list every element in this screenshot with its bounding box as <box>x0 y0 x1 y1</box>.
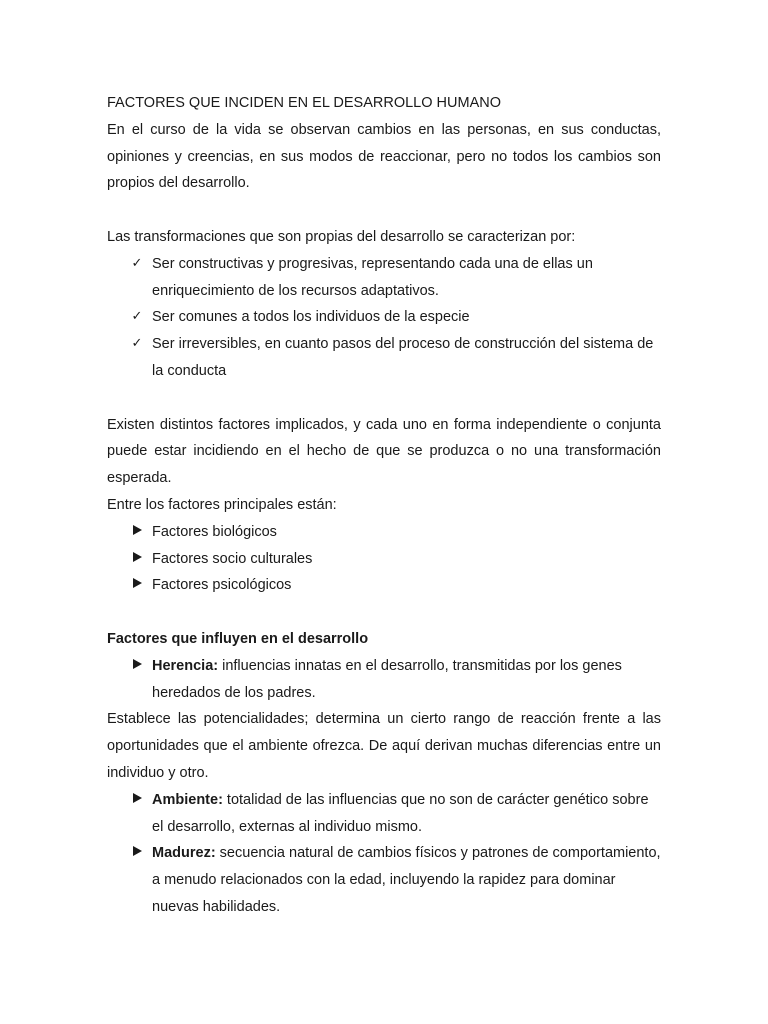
arrow-bullet-icon <box>129 572 145 599</box>
herencia-list <box>107 653 661 707</box>
checkmark-icon: ✓ <box>131 336 143 352</box>
herencia-paragraph: Establece las potencialidades; determina un cierto rango de reacción frente a las oportunidades que el ambiente ofrezca. De aquí derivan muchas diferencias entre un individuo y otro. <box>107 711 661 781</box>
transformations-list <box>107 251 661 385</box>
arrow-bullet-icon <box>129 519 145 546</box>
arrow-bullet-icon <box>129 840 145 867</box>
list-item-text: Ser constructivas y progresivas, representando cada una de ellas un enriquecimiento de los recursos adaptativos. <box>152 255 593 299</box>
list-item <box>107 304 661 331</box>
term-definition: influencias innatas en el desarrollo, transmitidas por los genes heredados de los padres. <box>152 657 622 701</box>
spacer <box>107 197 661 224</box>
term-definition: totalidad de las influencias que no son de carácter genético sobre el desarrollo, externas al individuo mismo. <box>152 791 649 835</box>
factors-paragraph: Existen distintos factores implicados, y cada uno en forma independiente o conjunta puede estar incidiendo en el hecho de que se produzca o no una transformación esperada. <box>107 416 661 487</box>
factors-list <box>107 519 661 599</box>
list-item <box>107 519 661 546</box>
document-title: FACTORES QUE INCIDEN EN EL DESARROLLO HUMANO <box>107 95 501 111</box>
list-item-text: Ser irreversibles, en cuanto pasos del proceso de construcción del sistema de la conducta <box>152 336 654 379</box>
factors-lead: Entre los factores principales están: <box>107 496 337 513</box>
term-definition: secuencia natural de cambios físicos y patrones de comportamiento, a menudo relacionados con la edad, incluyendo la rapidez para dominar nuevas habilidades. <box>152 845 661 915</box>
term-label: Madurez: <box>152 845 216 862</box>
list-item-text: Ser comunes a todos los individuos de la especie <box>152 309 470 326</box>
list-item <box>107 331 661 385</box>
ambiente-madurez-list <box>107 787 661 921</box>
spacer <box>107 385 661 412</box>
list-item <box>107 251 661 305</box>
section-heading: Factores que influyen en el desarrollo <box>107 630 369 647</box>
list-item <box>107 572 661 599</box>
list-item <box>107 787 661 841</box>
term-label: Ambiente: <box>152 791 223 808</box>
arrow-bullet-icon <box>129 787 145 814</box>
list-item <box>107 546 661 573</box>
term-label: Herencia: <box>152 657 219 674</box>
list-item <box>107 653 661 707</box>
checkmark-icon: ✓ <box>131 309 143 325</box>
intro-paragraph: En el curso de la vida se observan cambios en las personas, en sus conductas, opiniones y creencias, en sus modos de reaccionar, pero no todos los cambios son propios del desarrollo. <box>107 121 661 192</box>
list-item <box>107 840 661 920</box>
checkmark-icon: ✓ <box>131 255 143 271</box>
document-page <box>107 90 661 921</box>
arrow-bullet-icon <box>129 546 145 573</box>
transformations-lead: Las transformaciones que son propias del desarrollo se caracterizan por: <box>107 228 576 245</box>
arrow-bullet-icon <box>129 653 145 680</box>
list-item-text: Factores socio culturales <box>152 550 313 567</box>
list-item-text: Factores psicológicos <box>152 577 292 594</box>
list-item-text: Factores biológicos <box>152 523 277 540</box>
spacer <box>107 599 661 626</box>
